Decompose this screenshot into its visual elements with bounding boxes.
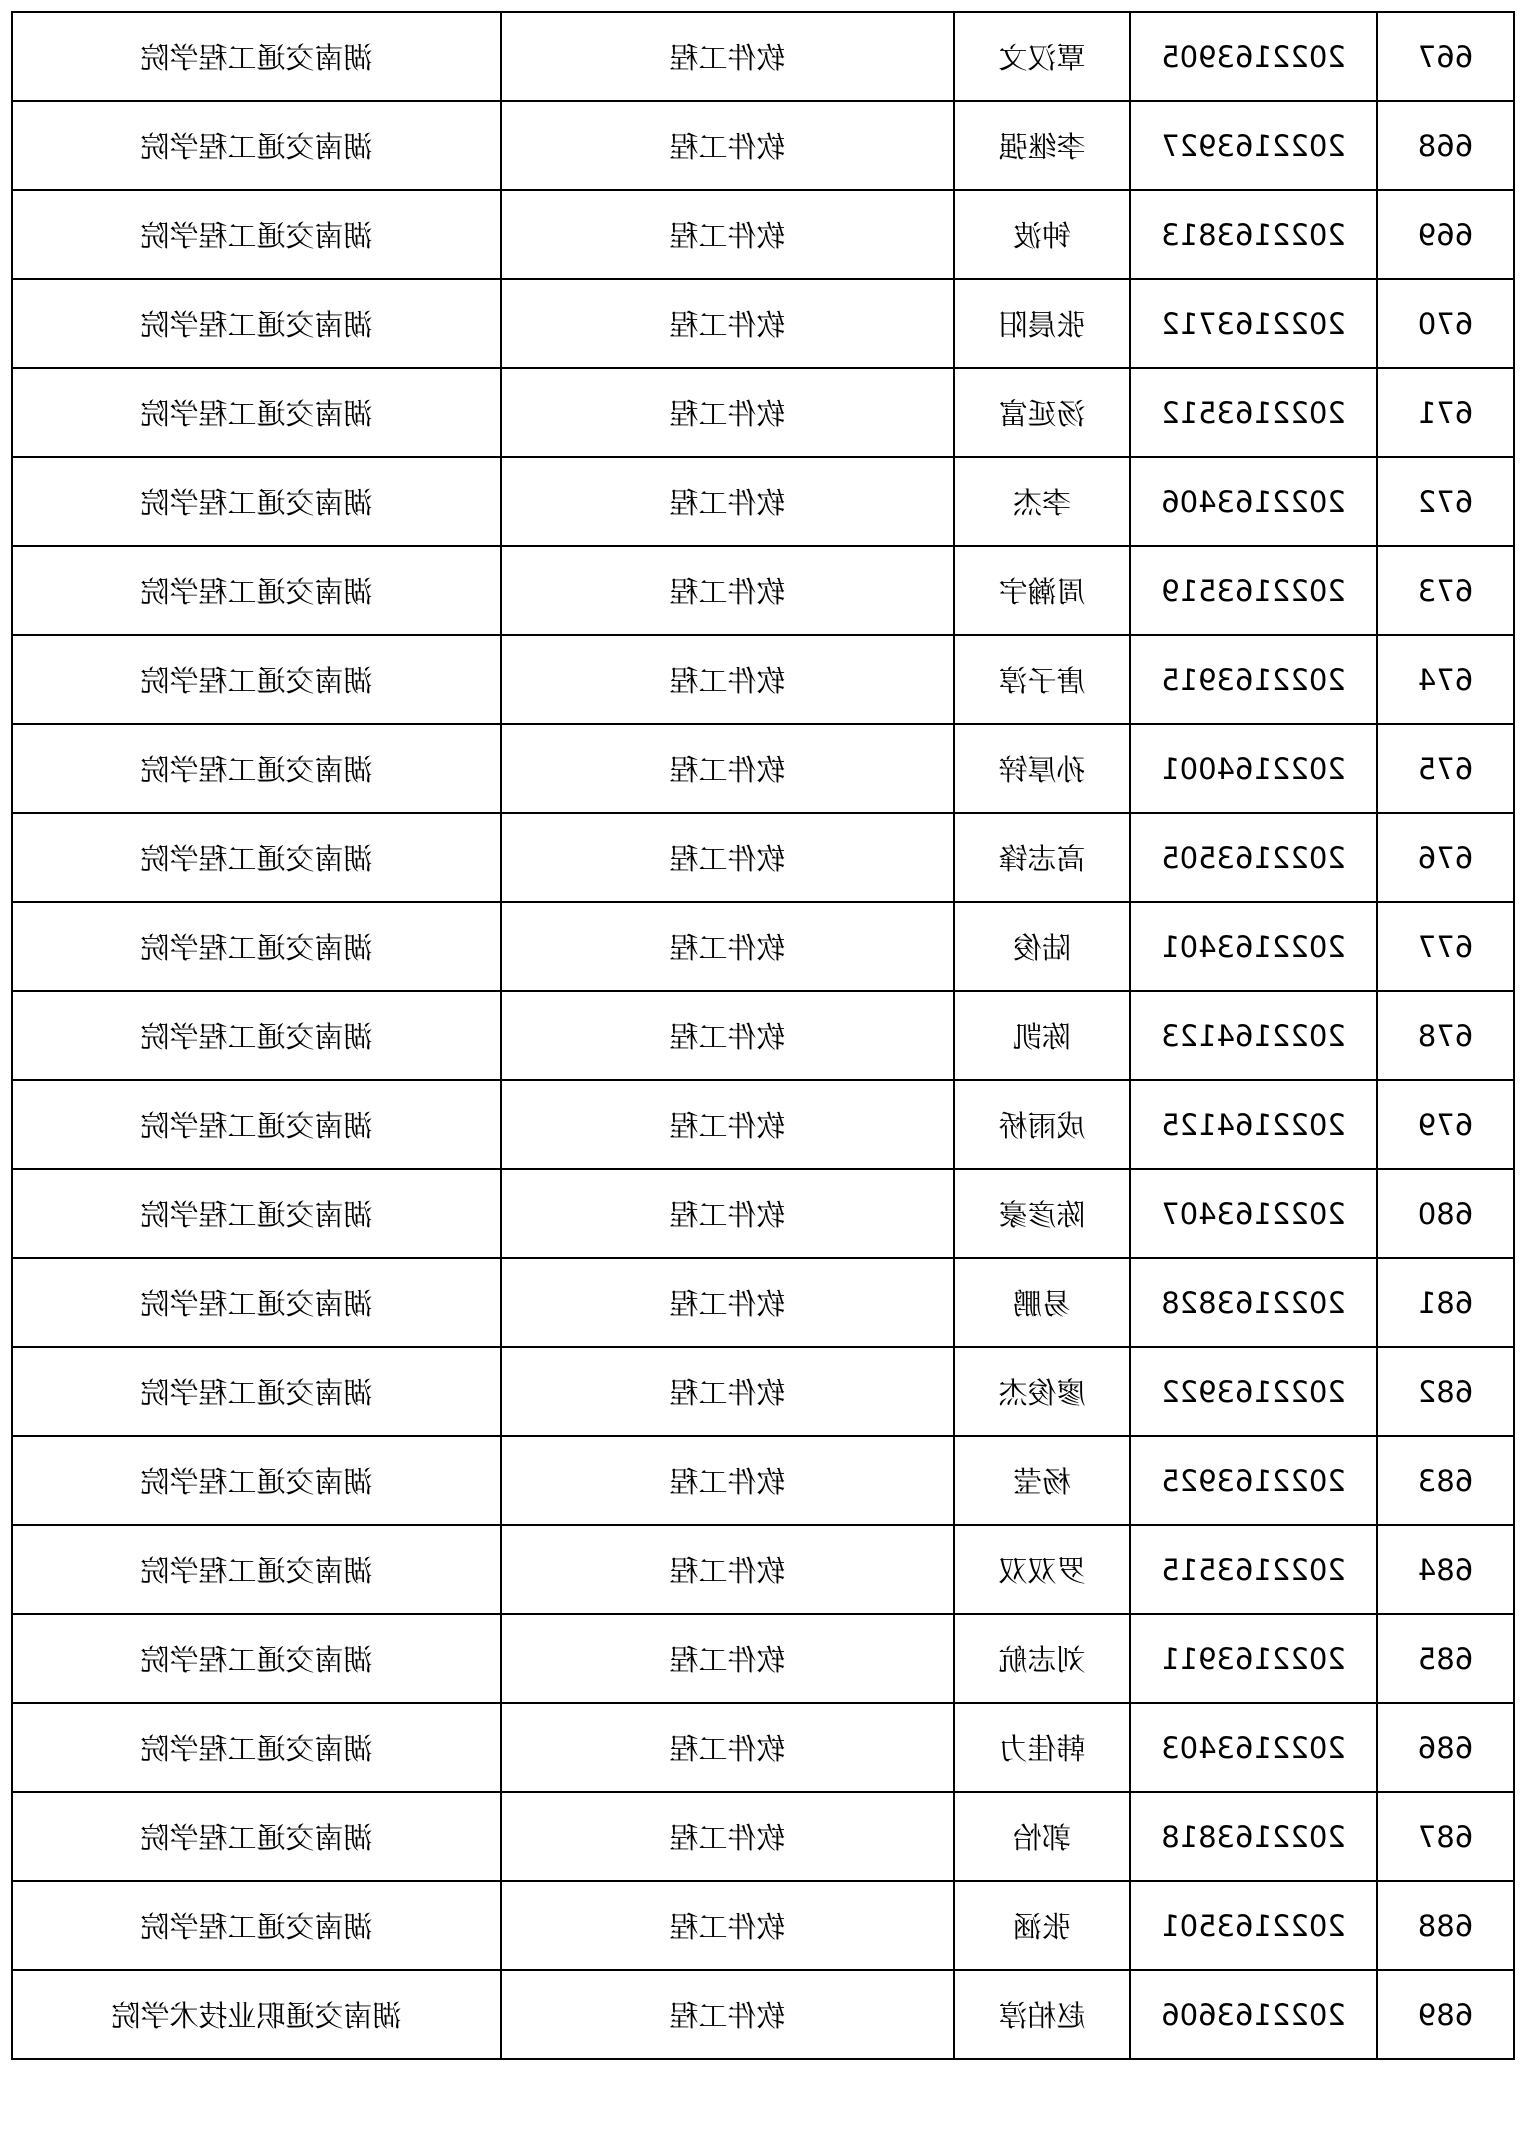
student-id-cell: 2022163813 — [1130, 190, 1377, 279]
table-row — [12, 813, 1514, 902]
major-cell: 软件工程 — [501, 1347, 954, 1436]
student-id-cell: 2022163606 — [1130, 1970, 1377, 2059]
serial-number-cell: 685 — [1377, 1614, 1514, 1703]
student-id-cell: 2022163505 — [1130, 813, 1377, 902]
serial-number-cell: 687 — [1377, 1792, 1514, 1881]
major-cell: 软件工程 — [501, 724, 954, 813]
school-cell: 湖南交通工程学院 — [12, 1258, 501, 1347]
student-id-cell: 2022163519 — [1130, 546, 1377, 635]
serial-number-cell: 683 — [1377, 1436, 1514, 1525]
serial-number-cell: 689 — [1377, 1970, 1514, 2059]
serial-number-cell: 678 — [1377, 991, 1514, 1080]
school-cell: 湖南交通工程学院 — [12, 457, 501, 546]
major-cell: 软件工程 — [501, 1080, 954, 1169]
serial-number-cell: 669 — [1377, 190, 1514, 279]
student-id-cell: 2022164123 — [1130, 991, 1377, 1080]
major-cell: 软件工程 — [501, 991, 954, 1080]
school-cell: 湖南交通工程学院 — [12, 368, 501, 457]
school-cell: 湖南交通工程学院 — [12, 724, 501, 813]
table-row — [12, 1881, 1514, 1970]
school-cell: 湖南交通工程学院 — [12, 190, 501, 279]
table-row — [12, 1792, 1514, 1881]
major-cell: 软件工程 — [501, 1881, 954, 1970]
serial-number-cell: 677 — [1377, 902, 1514, 991]
table-row — [12, 724, 1514, 813]
major-cell: 软件工程 — [501, 546, 954, 635]
school-cell: 湖南交通工程学院 — [12, 1614, 501, 1703]
student-name-cell: 刘志航 — [954, 1614, 1130, 1703]
student-name-cell: 赵柏淳 — [954, 1970, 1130, 2059]
student-id-cell: 2022163828 — [1130, 1258, 1377, 1347]
major-cell: 软件工程 — [501, 368, 954, 457]
major-cell: 软件工程 — [501, 1525, 954, 1614]
school-cell: 湖南交通工程学院 — [12, 1792, 501, 1881]
table-row — [12, 101, 1514, 190]
student-id-cell: 2022163925 — [1130, 1436, 1377, 1525]
student-id-cell: 2022163403 — [1130, 1703, 1377, 1792]
student-name-cell: 李杰 — [954, 457, 1130, 546]
student-name-cell: 杨莹 — [954, 1436, 1130, 1525]
major-cell: 软件工程 — [501, 1614, 954, 1703]
serial-number-cell: 682 — [1377, 1347, 1514, 1436]
serial-number-cell: 686 — [1377, 1703, 1514, 1792]
school-cell: 湖南交通工程学院 — [12, 12, 501, 101]
table-row — [12, 1347, 1514, 1436]
student-id-cell: 2022163406 — [1130, 457, 1377, 546]
serial-number-cell: 681 — [1377, 1258, 1514, 1347]
serial-number-cell: 667 — [1377, 12, 1514, 101]
table-row — [12, 368, 1514, 457]
major-cell: 软件工程 — [501, 1436, 954, 1525]
student-id-cell: 2022164001 — [1130, 724, 1377, 813]
student-name-cell: 周瀚宇 — [954, 546, 1130, 635]
roster-table — [11, 11, 1515, 2060]
school-cell: 湖南交通工程学院 — [12, 1703, 501, 1792]
table-row — [12, 546, 1514, 635]
major-cell: 软件工程 — [501, 457, 954, 546]
student-name-cell: 郭怡 — [954, 1792, 1130, 1881]
roster-table-body — [12, 12, 1514, 2059]
school-cell: 湖南交通工程学院 — [12, 1436, 501, 1525]
school-cell: 湖南交通工程学院 — [12, 1080, 501, 1169]
major-cell: 软件工程 — [501, 12, 954, 101]
major-cell: 软件工程 — [501, 1703, 954, 1792]
school-cell: 湖南交通工程学院 — [12, 902, 501, 991]
student-id-cell: 2022163712 — [1130, 279, 1377, 368]
serial-number-cell: 688 — [1377, 1881, 1514, 1970]
serial-number-cell: 671 — [1377, 368, 1514, 457]
student-name-cell: 陈凯 — [954, 991, 1130, 1080]
table-row — [12, 1525, 1514, 1614]
table-row — [12, 991, 1514, 1080]
serial-number-cell: 674 — [1377, 635, 1514, 724]
serial-number-cell: 670 — [1377, 279, 1514, 368]
table-row — [12, 457, 1514, 546]
student-name-cell: 高志锋 — [954, 813, 1130, 902]
school-cell: 湖南交通工程学院 — [12, 813, 501, 902]
school-cell: 湖南交通工程学院 — [12, 279, 501, 368]
student-id-cell: 2022163401 — [1130, 902, 1377, 991]
student-name-cell: 孙厚锌 — [954, 724, 1130, 813]
student-name-cell: 汤延富 — [954, 368, 1130, 457]
student-id-cell: 2022163515 — [1130, 1525, 1377, 1614]
major-cell: 软件工程 — [501, 101, 954, 190]
major-cell: 软件工程 — [501, 1792, 954, 1881]
serial-number-cell: 672 — [1377, 457, 1514, 546]
school-cell: 湖南交通工程学院 — [12, 1881, 501, 1970]
school-cell: 湖南交通工程学院 — [12, 101, 501, 190]
student-id-cell: 2022164125 — [1130, 1080, 1377, 1169]
major-cell: 软件工程 — [501, 1970, 954, 2059]
table-row — [12, 279, 1514, 368]
serial-number-cell: 676 — [1377, 813, 1514, 902]
school-cell: 湖南交通工程学院 — [12, 1347, 501, 1436]
student-id-cell: 2022163407 — [1130, 1169, 1377, 1258]
student-name-cell: 韩佳力 — [954, 1703, 1130, 1792]
table-row — [12, 902, 1514, 991]
serial-number-cell: 673 — [1377, 546, 1514, 635]
major-cell: 软件工程 — [501, 1169, 954, 1258]
student-name-cell: 张涵 — [954, 1881, 1130, 1970]
student-name-cell: 张晨阳 — [954, 279, 1130, 368]
student-id-cell: 2022163911 — [1130, 1614, 1377, 1703]
table-row — [12, 1169, 1514, 1258]
major-cell: 软件工程 — [501, 279, 954, 368]
major-cell: 软件工程 — [501, 1258, 954, 1347]
school-cell: 湖南交通工程学院 — [12, 1525, 501, 1614]
student-name-cell: 成雨桥 — [954, 1080, 1130, 1169]
table-row — [12, 1436, 1514, 1525]
serial-number-cell: 680 — [1377, 1169, 1514, 1258]
school-cell: 湖南交通职业技术学院 — [12, 1970, 501, 2059]
student-name-cell: 廖俊杰 — [954, 1347, 1130, 1436]
school-cell: 湖南交通工程学院 — [12, 635, 501, 724]
student-name-cell: 易鹏 — [954, 1258, 1130, 1347]
table-row — [12, 190, 1514, 279]
table-row — [12, 1080, 1514, 1169]
table-row — [12, 1970, 1514, 2059]
student-name-cell: 陆俊 — [954, 902, 1130, 991]
table-row — [12, 1614, 1514, 1703]
student-name-cell: 罗双双 — [954, 1525, 1130, 1614]
student-id-cell: 2022163905 — [1130, 12, 1377, 101]
student-id-cell: 2022163512 — [1130, 368, 1377, 457]
school-cell: 湖南交通工程学院 — [12, 1169, 501, 1258]
serial-number-cell: 684 — [1377, 1525, 1514, 1614]
school-cell: 湖南交通工程学院 — [12, 546, 501, 635]
table-row — [12, 1258, 1514, 1347]
major-cell: 软件工程 — [501, 813, 954, 902]
student-name-cell: 钟波 — [954, 190, 1130, 279]
student-id-cell: 2022163927 — [1130, 101, 1377, 190]
student-id-cell: 2022163818 — [1130, 1792, 1377, 1881]
table-row — [12, 1703, 1514, 1792]
major-cell: 软件工程 — [501, 190, 954, 279]
student-name-cell: 唐子淳 — [954, 635, 1130, 724]
serial-number-cell: 668 — [1377, 101, 1514, 190]
table-row — [12, 12, 1514, 101]
student-id-cell: 2022163915 — [1130, 635, 1377, 724]
student-name-cell: 覃汉文 — [954, 12, 1130, 101]
student-id-cell: 2022163922 — [1130, 1347, 1377, 1436]
student-name-cell: 陈彦豪 — [954, 1169, 1130, 1258]
school-cell: 湖南交通工程学院 — [12, 991, 501, 1080]
student-name-cell: 李继强 — [954, 101, 1130, 190]
table-row — [12, 635, 1514, 724]
major-cell: 软件工程 — [501, 902, 954, 991]
student-id-cell: 2022163501 — [1130, 1881, 1377, 1970]
serial-number-cell: 679 — [1377, 1080, 1514, 1169]
serial-number-cell: 675 — [1377, 724, 1514, 813]
major-cell: 软件工程 — [501, 635, 954, 724]
